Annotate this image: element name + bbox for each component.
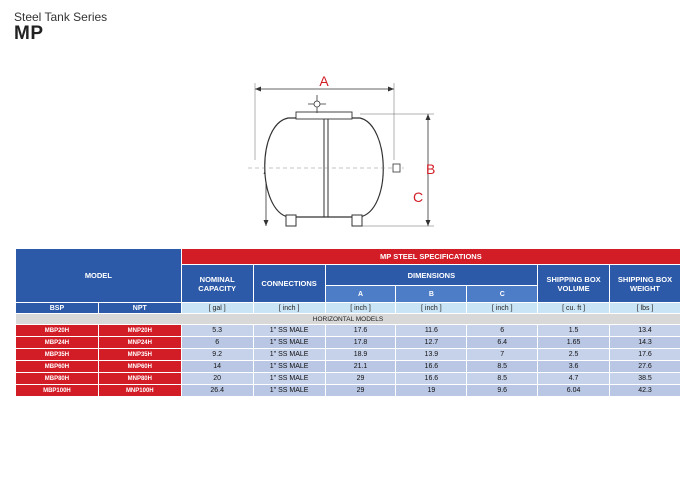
spec-table bbox=[15, 248, 681, 397]
cell-weight: 14.3 bbox=[610, 337, 681, 349]
cell-capacity: 6 bbox=[181, 337, 253, 349]
cell-b: 19 bbox=[396, 385, 467, 397]
cell-a: 17.8 bbox=[325, 337, 396, 349]
cell-b: 16.6 bbox=[396, 373, 467, 385]
cell-c: 7 bbox=[467, 349, 538, 361]
cell-connection: 1" SS MALE bbox=[253, 373, 325, 385]
cell-npt: MNP60H bbox=[98, 361, 181, 373]
cell-a: 17.6 bbox=[325, 325, 396, 337]
col-a-header: A bbox=[325, 286, 396, 303]
cell-b: 12.7 bbox=[396, 337, 467, 349]
cell-capacity: 14 bbox=[181, 361, 253, 373]
cell-npt: MNP20H bbox=[98, 325, 181, 337]
cell-volume: 1.5 bbox=[538, 325, 610, 337]
cell-c: 8.5 bbox=[467, 361, 538, 373]
cell-bsp: MBP35H bbox=[16, 349, 99, 361]
table-row bbox=[16, 349, 681, 361]
cell-npt: MNP80H bbox=[98, 373, 181, 385]
nominal-capacity-header: NOMINAL CAPACITY bbox=[181, 265, 253, 303]
unit-b: [ inch ] bbox=[396, 303, 467, 314]
dimension-c-label: C bbox=[413, 189, 424, 205]
cell-a: 18.9 bbox=[325, 349, 396, 361]
cell-b: 13.9 bbox=[396, 349, 467, 361]
col-c-header: C bbox=[467, 286, 538, 303]
cell-connection: 1" SS MALE bbox=[253, 349, 325, 361]
cell-bsp: MBP60H bbox=[16, 361, 99, 373]
cell-bsp: MBP80H bbox=[16, 373, 99, 385]
cell-c: 9.6 bbox=[467, 385, 538, 397]
cell-bsp: MBP100H bbox=[16, 385, 99, 397]
cell-volume: 3.6 bbox=[538, 361, 610, 373]
cell-capacity: 26.4 bbox=[181, 385, 253, 397]
cell-npt: MNP100H bbox=[98, 385, 181, 397]
unit-volume: [ cu. ft ] bbox=[538, 303, 610, 314]
unit-nominal: [ gal ] bbox=[181, 303, 253, 314]
cell-a: 21.1 bbox=[325, 361, 396, 373]
cell-c: 8.5 bbox=[467, 373, 538, 385]
series-title: Steel Tank Series bbox=[14, 10, 108, 24]
cell-bsp: MBP20H bbox=[16, 325, 99, 337]
cell-weight: 27.6 bbox=[610, 361, 681, 373]
cell-weight: 38.5 bbox=[610, 373, 681, 385]
cell-connection: 1" SS MALE bbox=[253, 361, 325, 373]
section-label: HORIZONTAL MODELS bbox=[16, 314, 681, 325]
cell-volume: 4.7 bbox=[538, 373, 610, 385]
dimension-a-arrow-right bbox=[388, 87, 394, 92]
bsp-header: BSP bbox=[16, 303, 99, 314]
table-row bbox=[16, 325, 681, 337]
model-header: MODEL bbox=[16, 249, 182, 303]
box-weight-header: SHIPPING BOX WEIGHT bbox=[610, 265, 681, 303]
spec-header: MP STEEL SPECIFICATIONS bbox=[181, 249, 680, 265]
unit-c: [ inch ] bbox=[467, 303, 538, 314]
table-row bbox=[16, 337, 681, 349]
table-row bbox=[16, 385, 681, 397]
cell-connection: 1" SS MALE bbox=[253, 385, 325, 397]
cell-capacity: 20 bbox=[181, 373, 253, 385]
cell-weight: 42.3 bbox=[610, 385, 681, 397]
dimension-a-label: A bbox=[319, 73, 329, 89]
unit-weight: [ lbs ] bbox=[610, 303, 681, 314]
cell-a: 29 bbox=[325, 385, 396, 397]
cell-capacity: 9.2 bbox=[181, 349, 253, 361]
cell-npt: MNP24H bbox=[98, 337, 181, 349]
cell-volume: 2.5 bbox=[538, 349, 610, 361]
model-title: MP bbox=[14, 23, 44, 44]
cell-b: 11.6 bbox=[396, 325, 467, 337]
dimensions-header: DIMENSIONS bbox=[325, 265, 538, 286]
dimension-a-arrow-left bbox=[255, 87, 261, 92]
cell-volume: 6.04 bbox=[538, 385, 610, 397]
cell-capacity: 5.3 bbox=[181, 325, 253, 337]
cell-c: 6 bbox=[467, 325, 538, 337]
cell-connection: 1" SS MALE bbox=[253, 337, 325, 349]
cell-b: 16.6 bbox=[396, 361, 467, 373]
box-volume-header: SHIPPING BOX VOLUME bbox=[538, 265, 610, 303]
cell-a: 29 bbox=[325, 373, 396, 385]
connections-header: CONNECTIONS bbox=[253, 265, 325, 303]
cell-volume: 1.65 bbox=[538, 337, 610, 349]
npt-header: NPT bbox=[98, 303, 181, 314]
cell-connection: 1" SS MALE bbox=[253, 325, 325, 337]
cell-weight: 13.4 bbox=[610, 325, 681, 337]
table-row bbox=[16, 373, 681, 385]
cell-npt: MNP35H bbox=[98, 349, 181, 361]
unit-a: [ inch ] bbox=[325, 303, 396, 314]
col-b-header: B bbox=[396, 286, 467, 303]
cell-c: 6.4 bbox=[467, 337, 538, 349]
table-row bbox=[16, 361, 681, 373]
dimension-b-label: B bbox=[426, 161, 436, 177]
cell-weight: 17.6 bbox=[610, 349, 681, 361]
cell-bsp: MBP24H bbox=[16, 337, 99, 349]
unit-connections: [ inch ] bbox=[253, 303, 325, 314]
